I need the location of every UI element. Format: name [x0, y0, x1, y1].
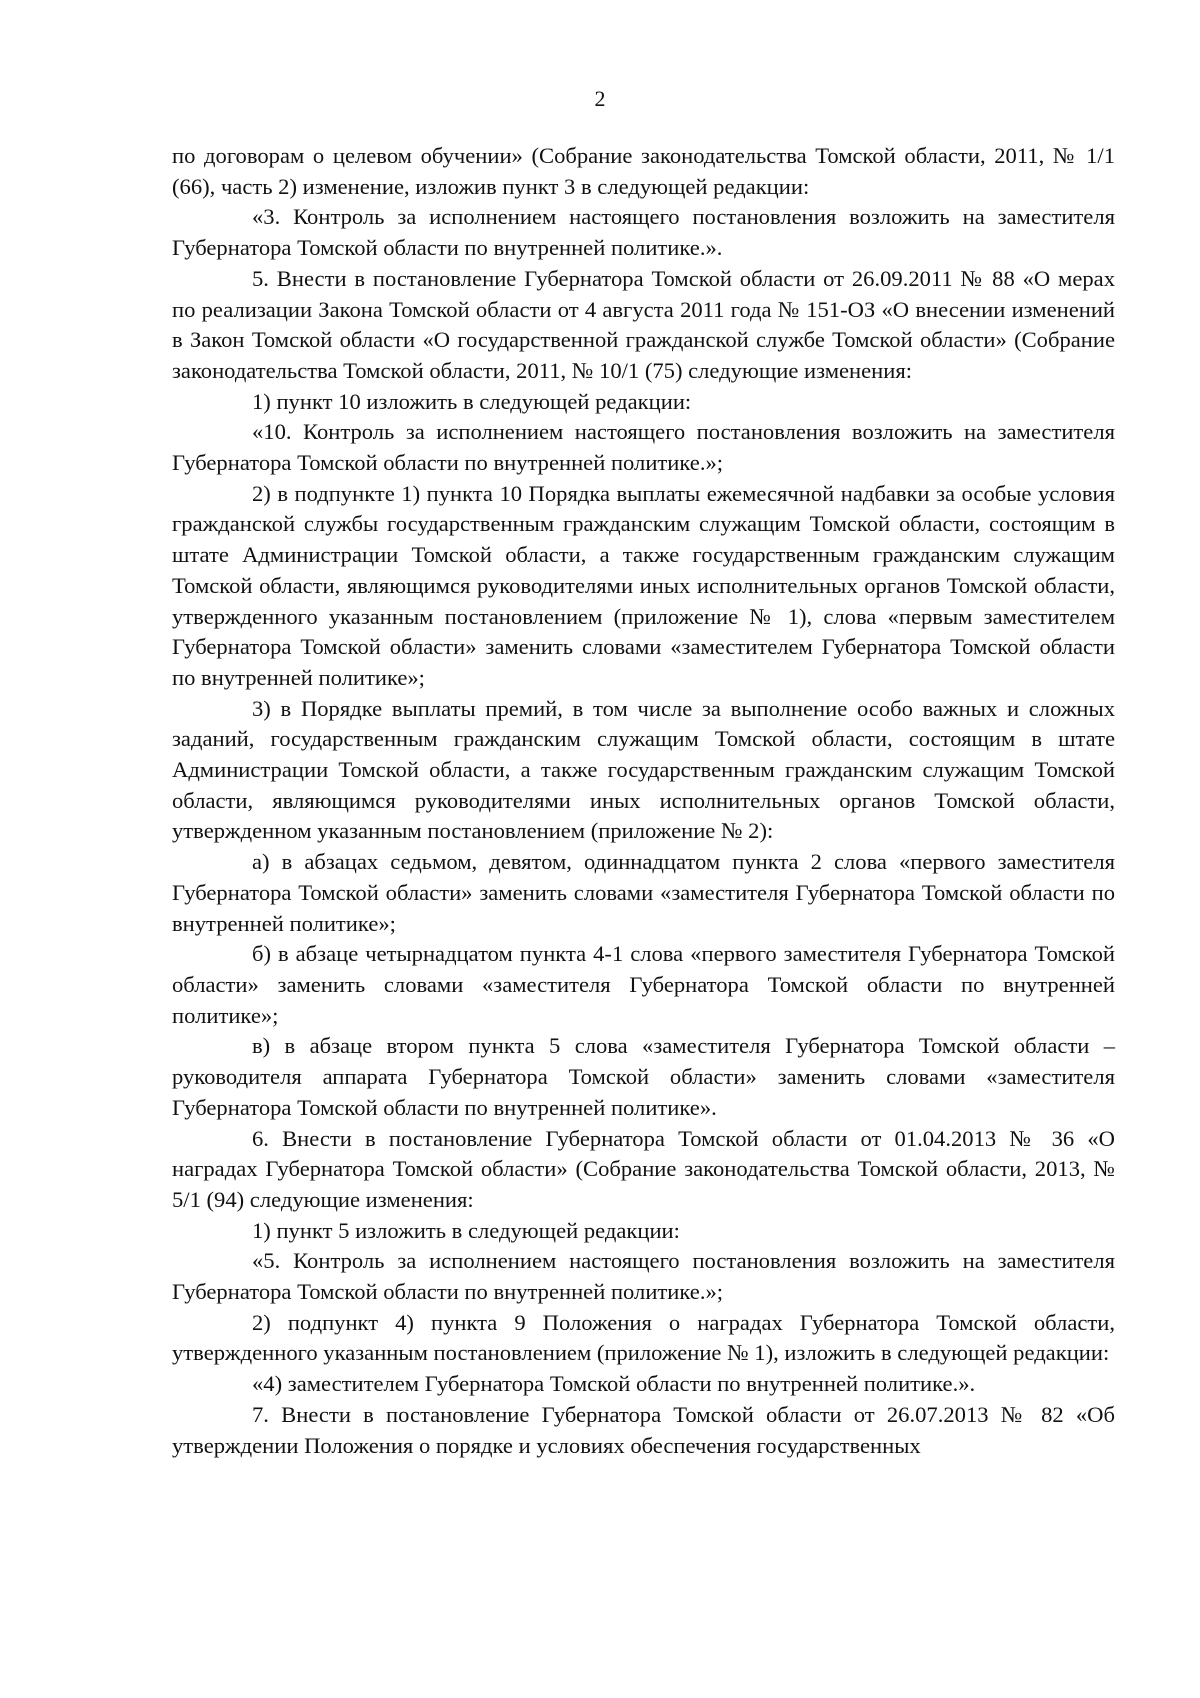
- paragraph: 1) пункт 5 изложить в следующей редакции:: [252, 1217, 680, 1243]
- paragraph: б) в абзаце четырнадцатом пункта 4-1 слова «первого заместителя Губернатора Томской области» заменить словами «заместителя Губернатора Томской области по внутренней политике»;: [172, 941, 1115, 1028]
- paragraph: «5. Контроль за исполнением настоящего постановления возложить на заместителя Губернатора Томской области по внутренней политике.»;: [172, 1248, 1115, 1305]
- paragraph: «4) заместителем Губернатора Томской области по внутренней политике.».: [252, 1371, 976, 1397]
- page-number: 2: [594, 86, 606, 111]
- paragraph: 7. Внести в постановление Губернатора Томской области от 26.07.2013 № 82 «Об утверждении Положения о порядке и условиях обеспечения государственных: [172, 1401, 1115, 1458]
- paragraph: 2) в подпункте 1) пункта 10 Порядка выплаты ежемесячной надбавки за особые условия гражданской службы государственным гражданским служащим Томской области, состоящим в штате Администрации Томской области, а также государственным гражданским служащим Томской области, являющимся руководителями иных исполнительных органов Томской области, утвержденного указанным постановлением (приложение № 1), слова «первым заместителем Губернатора Томской области» заменить словами «заместителем Губернатора Томской области по внутренней политике»;: [172, 480, 1115, 690]
- paragraph: 6. Внести в постановление Губернатора Томской области от 01.04.2013 № 36 «О наградах Губернатора Томской области» (Собрание законодательства Томской области, 2013, № 5/1 (94) следующие изменения:: [172, 1125, 1115, 1212]
- paragraph: «3. Контроль за исполнением настоящего постановления возложить на заместителя Губернатора Томской области по внутренней политике.».: [172, 204, 1115, 261]
- paragraph: в) в абзаце втором пункта 5 слова «заместителя Губернатора Томской области – руководителя аппарата Губернатора Томской области» заменить словами «заместителя Губернатора Томской области по внутренней политике».: [172, 1033, 1115, 1120]
- paragraph: 5. Внести в постановление Губернатора Томской области от 26.09.2011 № 88 «О мерах по реализации Закона Томской области от 4 августа 2011 года № 151-ОЗ «О внесении изменений в Закон Томской области «О государственной гражданской службе Томской области» (Собрание законодательства Томской области, 2011, № 10/1 (75) следующие изменения:: [172, 265, 1115, 383]
- paragraph: 2) подпункт 4) пункта 9 Положения о наградах Губернатора Томской области, утвержденного указанным постановлением (приложение № 1), изложить в следующей редакции:: [172, 1309, 1115, 1366]
- paragraph: а) в абзацах седьмом, девятом, одиннадцатом пункта 2 слова «первого заместителя Губернатора Томской области» заменить словами «заместителя Губернатора Томской области по внутренней политике»;: [172, 849, 1115, 936]
- paragraph: «10. Контроль за исполнением настоящего постановления возложить на заместителя Губернатора Томской области по внутренней политике.»;: [172, 419, 1115, 476]
- paragraph: 1) пункт 10 изложить в следующей редакции:: [252, 388, 692, 414]
- document-body: [172, 141, 1115, 1461]
- paragraph: 3) в Порядке выплаты премий, в том числе за выполнение особо важных и сложных заданий, государственным гражданским служащим Томской области, состоящим в штате Администрации Томской области, а также государственным гражданским служащим Томской области, являющимся руководителями иных исполнительных органов Томской области, утвержденном указанным постановлением (приложение № 2):: [172, 695, 1115, 844]
- paragraph: по договорам о целевом обучении» (Собрание законодательства Томской области, 2011, № 1/1 (66), часть 2) изменение, изложив пункт 3 в следующей редакции:: [172, 143, 1115, 199]
